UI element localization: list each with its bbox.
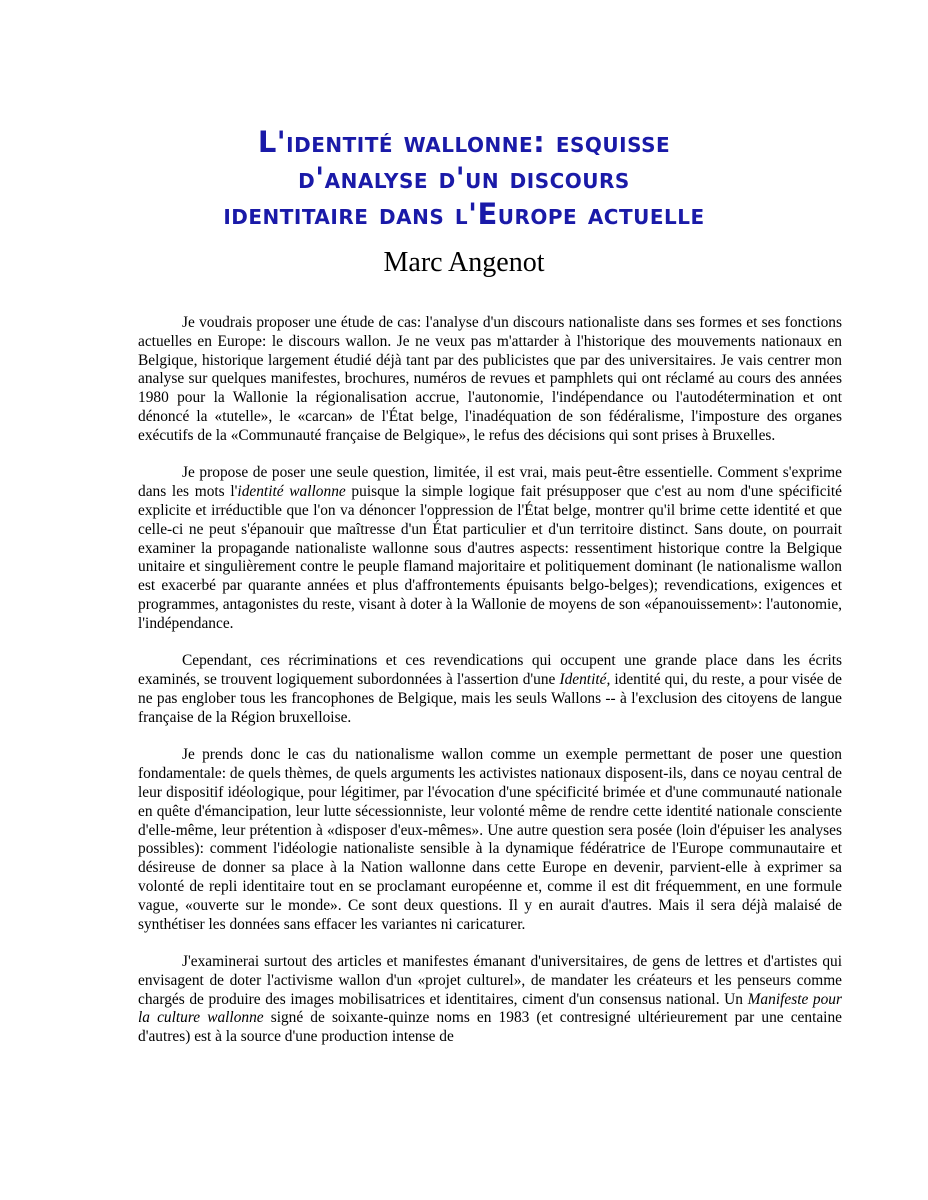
paragraph-4: Je prends donc le cas du nationalisme wallon comme un exemple permettant de poser une question fondamentale: de quels thèmes, de quels arguments les activistes nationaux disposent-ils, dans ce noyau central de leur dispositif idéologique, pour légitimer, par l'évocation d'une spécificité brimée et d'une communauté nationale en quête d'émancipation, leur lutte sécessionniste, leur volonté même de rendre cette identité nationale consciente d'elle-même, leur prétention à «disposer d'eux-mêmes». Une autre question sera posée (loin d'épuiser les analyses possibles): comment l'idéologie nationaliste sensible à la dynamique fédératrice de l'Europe communautaire et désireuse de donner sa place à la Nation wallonne dans cette Europe en devenir, parvient-elle à exprimer sa volonté de repli identitaire tout en se proclamant européenne et, comme il est dit fréquemment, en une formule vague, «ouverte sur le monde». Ce sont deux questions. Il y en aurait d'autres. Mais il sera déjà malaisé de synthétiser les données sans effacer les variantes ni caricaturer. [138,746,842,933]
title-line-3: identitaire dans l'Europe actuelle [223,197,705,231]
paragraph-5-emphasis: Manifeste pour la culture wallonne [138,990,842,1027]
paragraph-2-emphasis: identité wallonne [237,483,346,501]
title-line-1: L'identité wallonne: esquisse [257,125,671,159]
body-text [138,314,842,1066]
paragraph-3-text-b: identité qui, du reste, a pour visée de ne pas englober tous les francophones de Belgique, mais les seuls Wallons -- à l'exclusion des citoyens de langue française de la Région bruxelloise. [138,671,842,726]
title-line-2: d'analyse d'un discours [298,161,630,195]
paragraph-1: Je voudrais proposer une étude de cas: l'analyse d'un discours nationaliste dans ses formes et ses fonctions actuelles en Europe: le discours wallon. Je ne veux pas m'attarder à l'historique des mouvements nationaux en Belgique, historique largement étudié déjà tant par des publicistes que par des universitaires. Je vais centrer mon analyse sur quelques manifestes, brochures, numéros de revues et pamphlets qui ont réclamé au cours des années 1980 pour la Wallonie la régionalisation accrue, l'autonomie, l'indépendance ou l'autodétermination et ont dénoncé la «tutelle», le «carcan» de l'État belge, l'inadéquation de son fédéralisme, l'imposture des organes exécutifs de la «Communauté française de Belgique», le refus des décisions qui sont prises à Bruxelles. [138,314,842,444]
author-name: Marc Angenot [383,247,545,278]
paragraph-3-emphasis: Identité, [559,671,611,689]
paragraph-5-text-a: J'examinerai surtout des articles et manifestes émanant d'universitaires, de gens de lettres et d'artistes qui envisagent de doter l'activisme wallon d'un «projet culturel», de mandater les créateurs et les penseurs comme chargés de produire des images mobilisatrices et identitaires, ciment d'un consensus national. Un [138,953,842,1008]
paragraph-5 [138,953,842,1047]
paragraph-2 [138,464,842,633]
paragraph-2-text-b: puisque la simple logique fait présupposer que c'est au nom d'une spécificité explicite et irréductible que l'on va dénoncer l'oppression de l'État belge, montrer qu'il brime cette identité et que celle-ci ne peut s'épanouir que maîtresse d'un État particulier et d'un territoire distinct. Sans doute, on pourrait examiner la propagande nationaliste wallonne sous d'autres aspects: ressentiment historique contre la Belgique unitaire et singulièrement contre le peuple flamand majoritaire et politiquement dominant (le nationalisme wallon est exacerbé par quarante années et plus d'affrontements épuisants belgo-belges); revendications, exigences et programmes, antagonistes du reste, visant à doter à la Wallonie de moyens de son «épanouissement»: l'autonomie, l'indépendance. [138,483,842,632]
paragraph-3 [138,652,842,727]
paragraph-3-text-a: Cependant, ces récriminations et ces revendications qui occupent une grande place dans les écrits examinés, se trouvent logiquement subordonnées à l'assertion d'une [138,652,842,689]
paragraph-5-text-b: signé de soixante-quinze noms en 1983 (et contresigné ultérieurement par une centaine d'autres) est à la source d'une production intense de [138,1009,842,1046]
document-title [100,124,828,232]
paragraph-2-text-a: Je propose de poser une seule question, limitée, il est vrai, mais peut-être essentielle. Comment s'exprime dans les mots l' [138,464,842,501]
